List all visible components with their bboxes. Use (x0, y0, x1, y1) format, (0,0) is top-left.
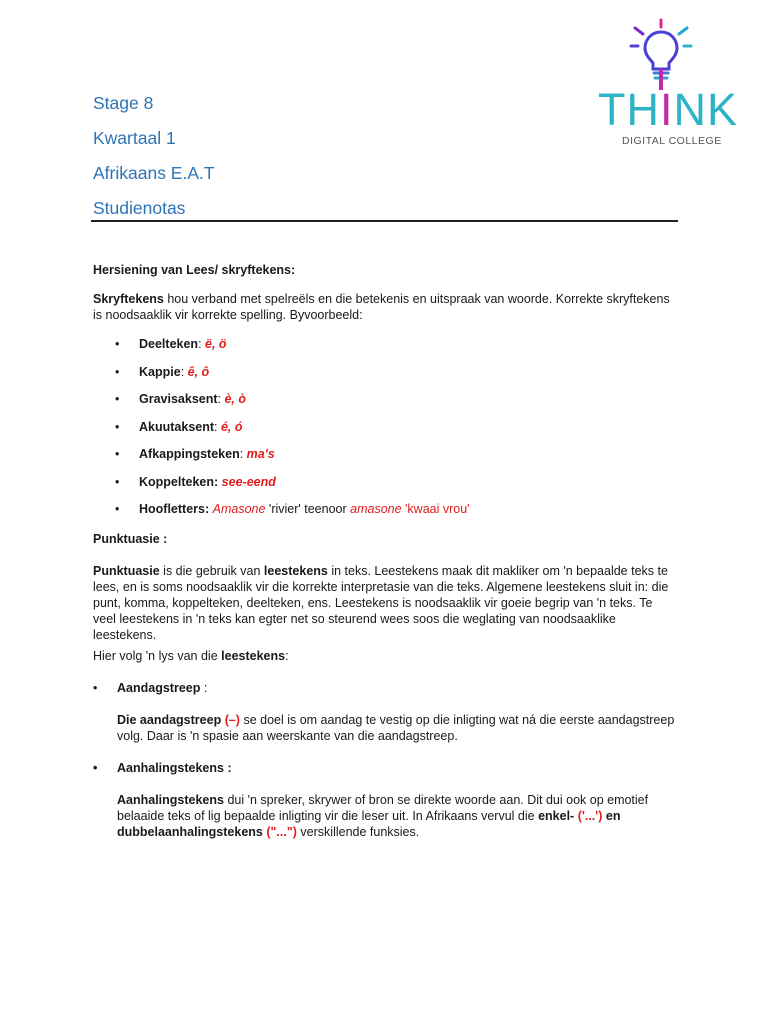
list-item: • Kappie: ê, ô (93, 364, 678, 392)
list-item: • Deelteken: ë, ö (93, 336, 678, 364)
leestekens-list-intro: Hier volg 'n lys van die leestekens: (93, 648, 289, 663)
stage-label: Stage 8 (93, 93, 154, 113)
punktuasie-paragraph: Punktuasie is die gebruik van leestekens in teks. Leestekens maak dit makliker om 'n bepaalde teks te lees, en is soms noodsaaklik vir die korrekte interpretasie van die teks. Algemene leestekens sluit in: die punt, komma, koppelteken, deelteken, ens. Leestekens is noodsaaklik vir goeie begrip van 'n teks. Te veel leestekens in 'n teks kan egter net so steurend wees soos die weglating van noodsaaklike leestekens. (93, 563, 669, 642)
list-item: • Gravisaksent: è, ò (93, 391, 678, 419)
aandagstreep-heading: • Aandagstreep : (93, 680, 678, 696)
aanhalingstekens-heading: • Aanhalingstekens : (93, 760, 678, 776)
term-label: Kwartaal 1 (93, 128, 176, 148)
list-item: • Akuutaksent: é, ó (93, 419, 678, 447)
subject-label: Afrikaans E.A.T (93, 163, 215, 183)
document-header (93, 86, 215, 226)
logo-subtitle: DIGITAL COLLEGE (622, 135, 722, 147)
document-type-label: Studienotas (93, 198, 186, 218)
skryftekens-intro: Skryftekens hou verband met spelreëls en die betekenis en uitspraak van woorde. Korrekte skryftekens is noodsaaklik vir korrekte spelling. Byvoorbeeld: (93, 292, 670, 322)
aanhalingstekens-paragraph: Aanhalingstekens dui 'n spreker, skrywer of bron se direkte woorde aan. Dit dui ook op emotief belaaide teks of lig bepaalde inligting vir die leser uit. In Afrikaans vervul die enkel- ('...') en dubbelaanhalingstekens ("...") verskillende funksies. (117, 792, 649, 839)
section-heading-punktuasie: Punktuasie : (93, 531, 168, 546)
document-body (93, 262, 678, 840)
logo-wordmark: THINK (598, 84, 739, 135)
skryftekens-list (93, 336, 678, 529)
list-item: • Koppelteken: see-eend (93, 474, 678, 502)
list-item: • Afkappingsteken: ma's (93, 446, 678, 474)
header-divider (91, 220, 678, 222)
think-digital-college-logo (598, 18, 748, 150)
section-heading-skryftekens: Hersiening van Lees/ skryftekens: (93, 263, 296, 277)
aandagstreep-paragraph: Die aandagstreep (–) se doel is om aandag te vestig op die inligting wat ná die eerste aandagstreep volg. Daar is 'n spasie aan weerskante van die aandagstreep. (117, 712, 675, 743)
list-item: • Hoofletters: Amasone 'rivier' teenoor amasone 'kwaai vrou' (93, 501, 678, 529)
lightbulb-icon (623, 18, 723, 90)
